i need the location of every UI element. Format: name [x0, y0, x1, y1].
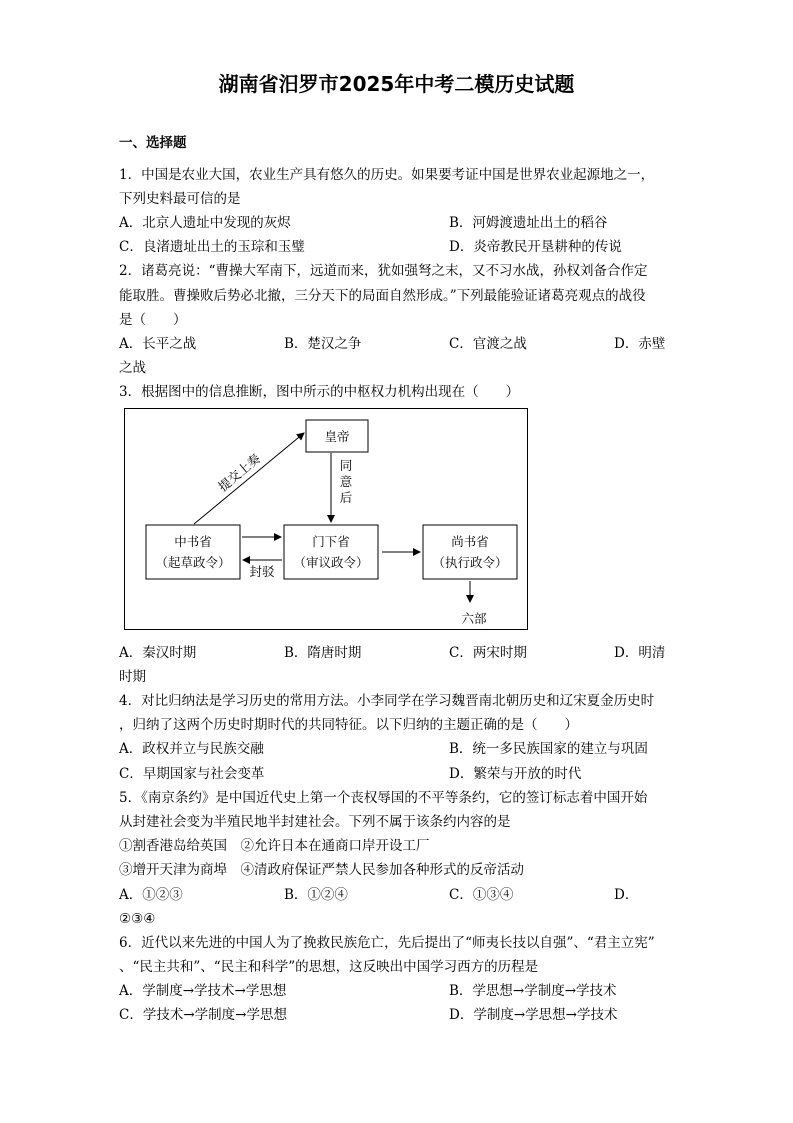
q1-option-b: B．河姆渡遗址出土的稻谷	[449, 215, 608, 231]
shangshu-name: 尚书省	[451, 534, 489, 549]
q6-option-c: C．学技术→学制度→学思想	[119, 1007, 287, 1023]
q4-option-d: D．繁荣与开放的时代	[449, 766, 582, 782]
q2-option-c: C．官渡之战	[449, 336, 527, 352]
approve-char-3: 后	[339, 490, 353, 505]
q3-option-d-continued: 时期	[119, 669, 146, 685]
q5-stem-line1: 5．《南京条约》是中国近代史上第一个丧权辱国的不平等条约，它的签订标志着中国开始	[119, 790, 648, 806]
submit-label: 提交上奏	[215, 450, 264, 495]
menxia-role: （审议政令）	[293, 555, 369, 570]
q2-stem-line2: 能取胜。曹操败后势必北撤，三分天下的局面自然形成。”下列最能验证诸葛亮观点的战役	[119, 288, 646, 304]
q1-option-a: A．北京人遗址中发现的灰烬	[119, 215, 291, 231]
q2-option-a: A．长平之战	[119, 336, 197, 352]
q5-option-a: A．①②③	[119, 887, 183, 903]
q5-items-line2: ③增开天津为商埠 ④清政府保证严禁人民参加各种形式的反帝活动	[119, 862, 524, 878]
q4-stem-line1: 4．对比归纳法是学习历史的常用方法。小李同学在学习魏晋南北朝历史和辽宋夏金历史时	[119, 693, 655, 709]
q6-stem-line2: 、“民主共和”、“民主和科学”的思想，这反映出中国学习西方的历程是	[119, 959, 539, 975]
government-structure-diagram	[124, 408, 528, 630]
q3-option-d: D．明清	[614, 645, 666, 661]
q3-option-c: C．两宋时期	[449, 645, 527, 661]
q5-items-line1: ①割香港岛给英国 ②允许日本在通商口岸开设工厂	[119, 838, 430, 854]
q1-option-c: C．良渚遗址出土的玉琮和玉璧	[119, 239, 305, 255]
q2-option-b: B．楚汉之争	[284, 336, 362, 352]
emperor-label: 皇帝	[324, 429, 350, 444]
q3-option-b: B．隋唐时期	[284, 645, 362, 661]
q5-stem-line2: 从封建社会变为半殖民地半封建社会。下列不属于该条约内容的是	[119, 814, 511, 830]
approve-char-1: 同	[339, 458, 353, 473]
q4-option-c: C．早期国家与社会变革	[119, 766, 265, 782]
q1-stem-line1: 1．中国是农业大国，农业生产具有悠久的历史。如果要考证中国是世界农业起源地之一，	[119, 167, 655, 183]
section-heading: 一、选择题	[119, 135, 187, 151]
q4-option-a: A．政权并立与民族交融	[119, 741, 264, 757]
q6-stem-line1: 6．近代以来先进的中国人为了挽救民族危亡，先后提出了“师夷长技以自强”、“君主立宪”	[119, 935, 655, 951]
submit-arrow	[194, 433, 304, 524]
q1-stem-line2: 下列史料最可信的是	[119, 191, 241, 207]
q5-option-c: C．①③④	[449, 887, 514, 903]
q2-stem-line3: 是（ ）	[119, 312, 187, 328]
reject-label: 封驳	[249, 564, 275, 579]
q6-option-b: B．学思想→学制度→学技术	[449, 983, 617, 999]
q4-stem-line2: ，归纳了这两个历史时期时代的共同特征。以下归纳的主题正确的是（ ）	[119, 717, 578, 733]
q3-option-a: A．秦汉时期	[119, 645, 197, 661]
shangshu-role: （执行政令）	[432, 555, 508, 570]
q3-stem: 3．根据图中的信息推断，图中所示的中枢权力机构出现在（ ）	[119, 384, 520, 400]
six-ministries-label: 六部	[461, 611, 487, 626]
zhongshu-name: 中书省	[174, 534, 212, 549]
q5-option-b: B．①②④	[284, 887, 348, 903]
document-title: 湖南省汨罗市2025年中考二模历史试题	[218, 72, 575, 96]
q5-option-d: D．	[614, 887, 639, 903]
q1-option-d: D．炎帝教民开垦耕种的传说	[449, 239, 622, 255]
approve-char-2: 意	[339, 474, 353, 489]
menxia-name: 门下省	[312, 534, 350, 549]
q6-option-a: A．学制度→学技术→学思想	[119, 983, 287, 999]
q2-option-d-continued: 之战	[119, 360, 146, 376]
q2-option-d: D．赤壁	[614, 336, 666, 352]
zhongshu-role: （起草政令）	[155, 555, 231, 570]
q4-option-b: B．统一多民族国家的建立与巩固	[449, 741, 648, 757]
q2-stem-line1: 2．诸葛亮说：“曹操大军南下，远道而来，犹如强弩之末，又不习水战，孙权刘备合作定	[119, 263, 648, 279]
q5-option-d-continued: ②③④	[119, 911, 156, 927]
q6-option-d: D．学制度→学思想→学技术	[449, 1007, 618, 1023]
